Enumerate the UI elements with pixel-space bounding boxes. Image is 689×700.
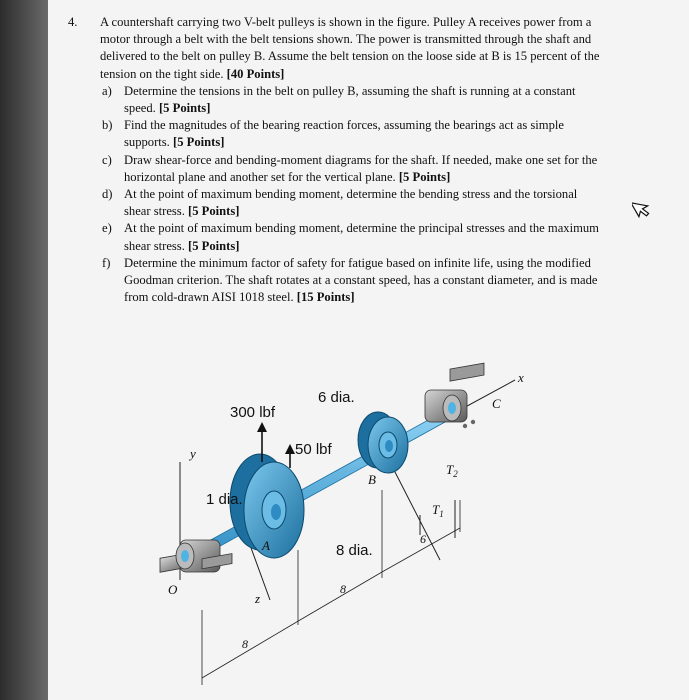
part-a (84, 83, 604, 117)
part-points: [5 Points] (188, 238, 240, 253)
part-label: a) (102, 83, 112, 98)
shaft (178, 408, 456, 566)
label-t2: $T_2$ (446, 462, 458, 479)
part-points: [5 Points] (173, 135, 225, 150)
countershaft-figure (150, 350, 550, 690)
part-label: e) (102, 221, 112, 236)
label-dia-8: 8 dia. (336, 542, 373, 559)
label-x: x (518, 370, 524, 385)
part-points: [5 Points] (398, 169, 451, 184)
part-points: [15 Points] (296, 290, 355, 305)
part-label: b) (102, 118, 113, 133)
part-points: [5 Points] (158, 101, 211, 116)
label-z: z (255, 591, 261, 606)
part-text: At the point of maximum bending moment, determine the bending stress and the torsional shear stress. (124, 187, 578, 219)
problem-stem (68, 14, 604, 83)
part-label: f) (102, 255, 111, 270)
part-label: d) (102, 187, 113, 202)
part-d (84, 186, 604, 220)
part-label: c) (102, 152, 112, 167)
part-text: Determine the tensions in the belt on pulley B, assuming the shaft is running at a constant speed. (124, 83, 576, 116)
bearing-c (425, 363, 484, 428)
label-o: O (168, 582, 178, 597)
page-shadow (0, 0, 48, 700)
label-b: B (368, 472, 376, 487)
label-dia-6: 6 dia. (318, 389, 355, 406)
stem-text: A countershaft carrying two V-belt pulleys is shown in the figure. Pulley A receives power from a motor through a belt with the belt tensions shown. The power is transmitted through the shaft and delivered to the belt on pulley B. Assume the belt tension on the loose side at B is 15 percent of the tension on the tight side. (100, 15, 600, 81)
label-a: A (262, 538, 270, 553)
part-text: Find the magnitudes of the bearing reaction forces, assuming the bearings act as simple supports. (124, 118, 564, 150)
part-text: Draw shear-force and bending-moment diagrams for the shaft. If needed, make one set for the horizontal plane and another set for the vertical plane. (124, 152, 598, 184)
mouse-pointer-icon (632, 196, 654, 220)
label-t1: $T_1$ (432, 502, 444, 519)
dim-label-8-left: 8 (242, 637, 248, 651)
part-e (84, 220, 604, 254)
part-text: At the point of maximum bending moment, determine the principal stresses and the maximum shear stress. (124, 221, 599, 253)
label-y: y (190, 446, 196, 461)
dim-label-6: 6 (420, 532, 426, 546)
label-c: C (492, 396, 501, 411)
dim-line-left (202, 620, 300, 678)
part-f (84, 255, 604, 307)
question-number: 4. (68, 15, 78, 29)
dim-line-mid (300, 572, 382, 620)
label-dia-1: 1 dia. (206, 491, 243, 508)
part-points: [5 Points] (188, 204, 240, 219)
label-force-50: 50 lbf (295, 441, 332, 458)
stem-points: [40 Points] (226, 66, 285, 81)
dim-label-8-mid: 8 (340, 582, 346, 596)
part-c (84, 152, 604, 186)
label-force-300: 300 lbf (230, 404, 276, 421)
part-b (84, 117, 604, 151)
part-text: Determine the minimum factor of safety for fatigue based on infinite life, using the modified Goodman criterion. The shaft rotates at a constant speed, has a constant diameter, and is made from cold-drawn AISI 1018 steel. (124, 255, 598, 305)
problem-text (68, 14, 604, 306)
force-300-arrowhead (257, 422, 267, 432)
force-50-arrowhead (285, 444, 295, 454)
